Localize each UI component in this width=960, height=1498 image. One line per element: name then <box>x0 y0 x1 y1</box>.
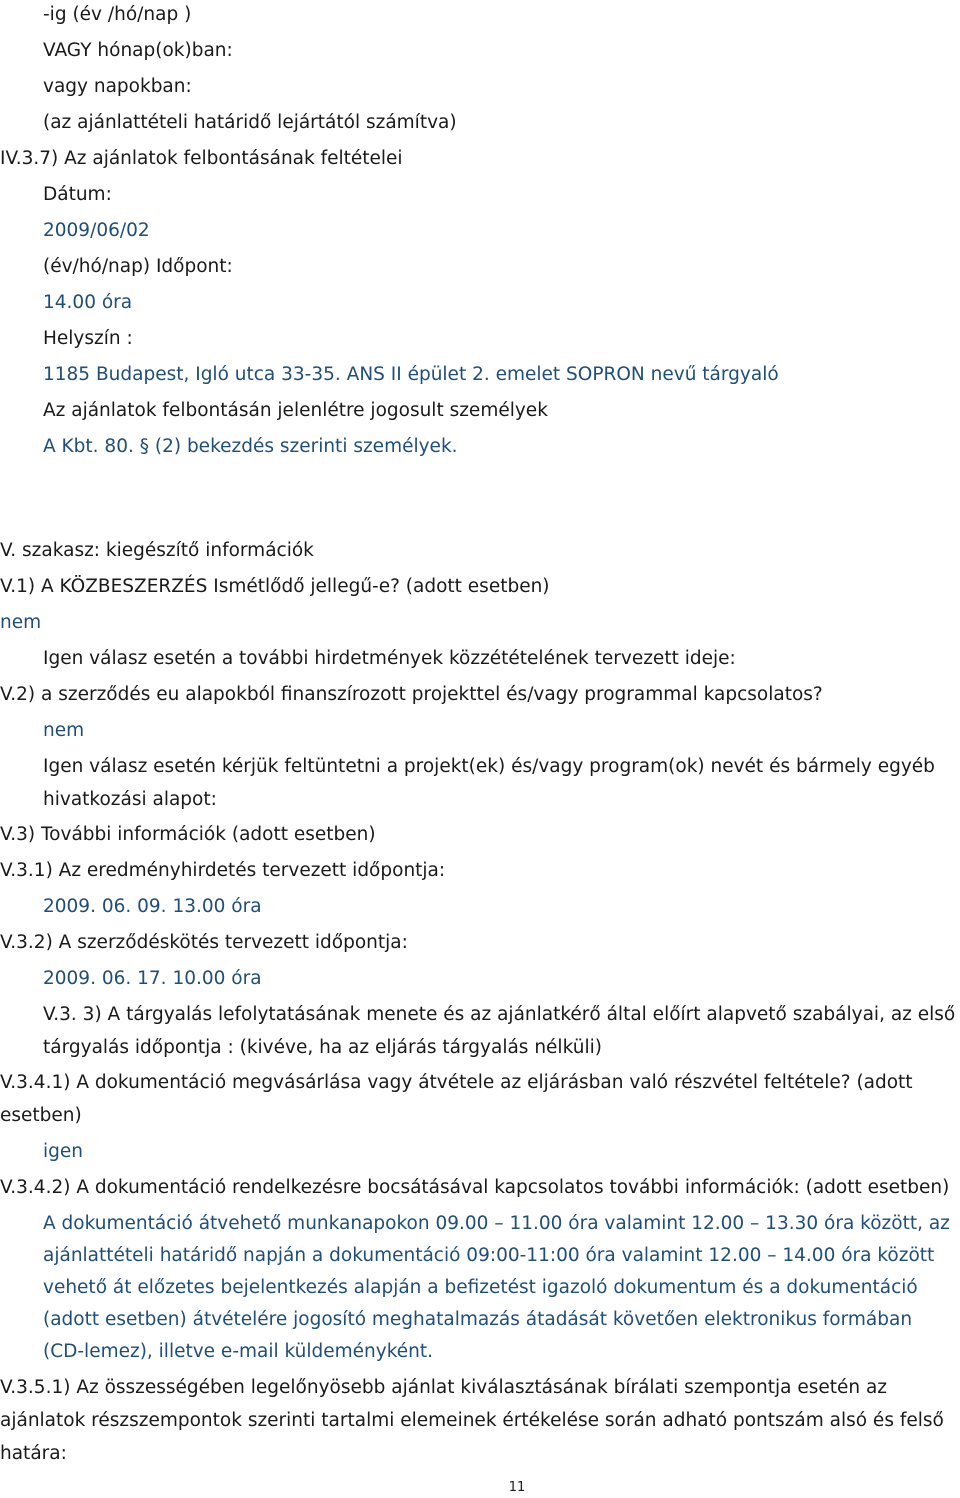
text-line: ajánlatok részszempontok szerinti tartalmi elemeinek értékelése során adható pontszám alsó és felső <box>0 1410 944 1431</box>
date-value: 2009/06/02 <box>43 220 150 241</box>
text-line: határa: <box>0 1443 67 1464</box>
question-line: V.3. 3) A tárgyalás lefolytatásának menete és az ajánlatkérő által előírt alapvető szabályai, az első <box>43 1004 956 1025</box>
answer-text: (adott esetben) átvételére jogosító meghatalmazás átadását követően elektronikus formában <box>43 1309 913 1330</box>
question-line: V.3.5.1) Az összességében legelőnyösebb ajánlat kiválasztásának bírálati szempontja esetén az <box>0 1377 888 1398</box>
answer-text: ajánlattételi határidő napján a dokumentáció 09:00-11:00 óra valamint 12.00 – 14.00 óra között <box>43 1245 935 1266</box>
section-heading: IV.3.7) Az ajánlatok felbontásának feltételei <box>0 148 403 169</box>
section-heading: V. szakasz: kiegészítő információk <box>0 540 314 561</box>
persons-value: A Kbt. 80. § (2) bekezdés szerinti személyek. <box>43 436 458 457</box>
question-line: V.3.1) Az eredményhirdetés tervezett időpontja: <box>0 860 446 881</box>
text-line: vagy napokban: <box>43 76 192 97</box>
text-line: Igen válasz esetén kérjük feltüntetni a projekt(ek) és/vagy program(ok) nevét és bármely egyéb <box>43 756 935 777</box>
question-line: V.3.4.1) A dokumentáció megvásárlása vagy átvétele az eljárásban való részvétel feltétele? (adott <box>0 1072 913 1093</box>
date-value: 2009. 06. 09. 13.00 óra <box>43 896 262 917</box>
location-value: 1185 Budapest, Igló utca 33-35. ANS II épület 2. emelet SOPRON nevű tárgyaló <box>43 364 779 385</box>
text-line: esetben) <box>0 1105 82 1126</box>
text-line: Helyszín : <box>43 328 133 349</box>
answer-text: vehető át előzetes bejelentkezés alapján a befizetést igazoló dokumentum és a dokumentáció <box>43 1277 918 1298</box>
text-line: tárgyalás időpontja : (kivéve, ha az eljárás tárgyalás nélküli) <box>43 1037 602 1058</box>
time-value: 14.00 óra <box>43 292 133 313</box>
text-line: (az ajánlattételi határidő lejártától számítva) <box>43 112 457 133</box>
answer-value: nem <box>0 612 42 633</box>
section-heading: V.3) További információk (adott esetben) <box>0 824 376 845</box>
text-line: (év/hó/nap) Időpont: <box>43 256 233 277</box>
text-line: Az ajánlatok felbontásán jelenlétre jogosult személyek <box>43 400 548 421</box>
question-line: V.1) A KÖZBESZERZÉS Ismétlődő jellegű-e? (adott esetben) <box>0 576 550 597</box>
text-line: Igen válasz esetén a további hirdetmények közzétételének tervezett ideje: <box>43 648 736 669</box>
text-line: hivatkozási alapot: <box>43 789 217 810</box>
answer-text: (CD-lemez), illetve e-mail küldeményként. <box>43 1341 434 1362</box>
text-line: Dátum: <box>43 184 112 205</box>
answer-text: A dokumentáció átvehető munkanapokon 09.00 – 11.00 óra valamint 12.00 – 13.30 óra között, az <box>43 1213 950 1234</box>
date-value: 2009. 06. 17. 10.00 óra <box>43 968 262 989</box>
page-number: 11 <box>508 1480 526 1495</box>
text-line: VAGY hónap(ok)ban: <box>43 40 233 61</box>
text-line: -ig (év /hó/nap ) <box>43 4 192 25</box>
answer-value: igen <box>43 1141 83 1162</box>
question-line: V.2) a szerződés eu alapokból finanszírozott projekttel és/vagy programmal kapcsolatos? <box>0 684 823 705</box>
question-line: V.3.4.2) A dokumentáció rendelkezésre bocsátásával kapcsolatos további információk: (adott esetben) <box>0 1177 950 1198</box>
question-line: V.3.2) A szerződéskötés tervezett időpontja: <box>0 932 408 953</box>
answer-value: nem <box>43 720 85 741</box>
